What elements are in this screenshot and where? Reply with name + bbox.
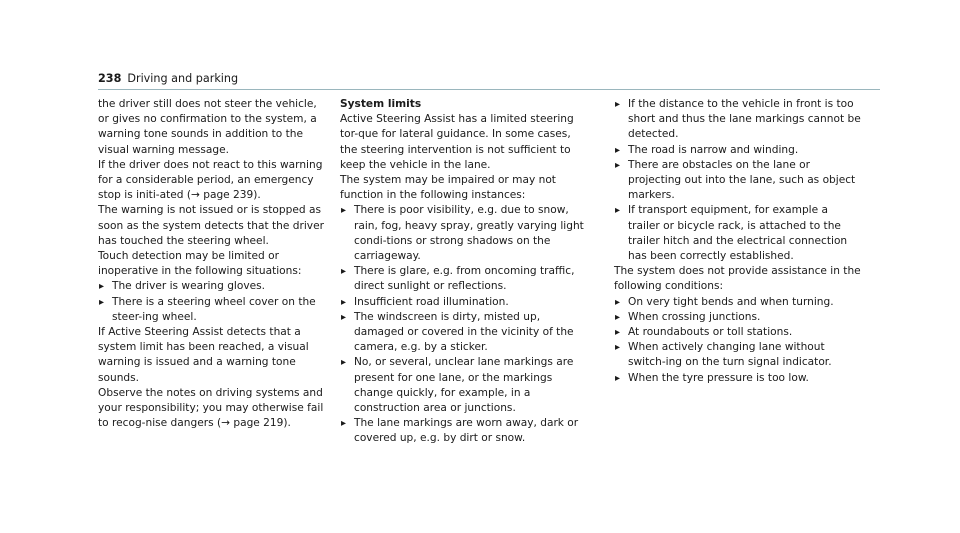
paragraph: Observe the notes on driving systems and your responsibility; you may otherwise fail to recog-nise dangers (→ page 219).	[98, 386, 324, 430]
paragraph: Touch detection may be limited or inoperative in the following situations:	[98, 250, 302, 278]
bullet-list	[98, 279, 330, 325]
column-1	[98, 97, 330, 431]
list-item: ▸ At roundabouts or toll stations.	[614, 325, 862, 340]
bullet-icon: ▸	[615, 372, 621, 384]
list-item: ▸ Insufficient road illumination.	[340, 295, 586, 310]
column-2	[340, 97, 586, 447]
list-item: ▸ If the distance to the vehicle in front is too short and thus the lane markings cannot be detected.	[615, 98, 861, 141]
bullet-icon: ▸	[341, 205, 347, 217]
list-item: ▸ When the tyre pressure is too low.	[614, 371, 862, 386]
section-title: Driving and parking	[127, 72, 239, 85]
list-item: ▸ No, or several, unclear lane markings are present for one lane, or the markings change quickly, for example, in a construction area or junctions.	[341, 356, 574, 415]
list-item: ▸ There is glare, e.g. from oncoming traffic, direct sunlight or reflections.	[341, 265, 575, 293]
list-item: ▸ There is a steering wheel cover on the steer-ing wheel.	[99, 295, 316, 323]
paragraph: Active Steering Assist has a limited steering tor-que for lateral guidance. In some cases, the steering intervention is not sufficient to keep the vehicle in the lane.	[340, 113, 574, 171]
bullet-icon: ▸	[99, 296, 105, 308]
bullet-icon: ▸	[615, 99, 621, 110]
bullet-icon: ▸	[615, 144, 621, 156]
bullet-list	[614, 295, 862, 386]
paragraph: If the driver does not react to this warning for a considerable period, an emergency stop is initi-ated (→ page 239).	[98, 158, 323, 202]
list-item: ▸ There are obstacles on the lane or projecting out into the lane, such as object markers.	[615, 158, 856, 202]
paragraph: The system does not provide assistance in the following conditions:	[614, 265, 861, 293]
bullet-icon: ▸	[341, 296, 347, 308]
page-header	[98, 72, 880, 90]
column-3	[614, 97, 862, 386]
bullet-icon: ▸	[615, 327, 621, 339]
bullet-icon: ▸	[341, 311, 347, 323]
list-item: ▸ The driver is wearing gloves.	[98, 279, 330, 294]
list-item: ▸ The road is narrow and winding.	[614, 143, 862, 158]
bullet-list	[340, 203, 586, 446]
list-item: ▸ When crossing junctions.	[614, 310, 862, 325]
bullet-icon: ▸	[615, 296, 621, 308]
list-item: ▸ The lane markings are worn away, dark or covered up, e.g. by dirt or snow.	[341, 417, 579, 445]
list-item: ▸ The windscreen is dirty, misted up, damaged or covered in the vicinity of the camera, e.g. by a sticker.	[341, 310, 574, 354]
list-item: ▸ When actively changing lane without switch-ing on the turn signal indicator.	[615, 341, 832, 369]
bullet-icon: ▸	[615, 159, 621, 171]
paragraph: The system may be impaired or may not function in the following instances:	[340, 174, 556, 202]
bullet-icon: ▸	[341, 266, 347, 278]
bullet-list	[614, 97, 862, 264]
bullet-icon: ▸	[615, 311, 621, 323]
paragraph: the driver still does not steer the vehicle, or gives no confirmation to the system, a warning tone sounds in addition to the visual warning message.	[98, 98, 317, 156]
bullet-icon: ▸	[341, 357, 347, 369]
list-item: ▸ On very tight bends and when turning.	[614, 295, 862, 310]
list-item: ▸ There is poor visibility, e.g. due to snow, rain, fog, heavy spray, greatly varying light condi-tions or strong shadows on the carriageway.	[341, 204, 584, 263]
paragraph: If Active Steering Assist detects that a system limit has been reached, a visual warning is issued and a warning tone sounds.	[98, 326, 309, 384]
bullet-icon: ▸	[615, 342, 621, 354]
page-number: 238	[98, 72, 122, 85]
bullet-icon: ▸	[615, 205, 621, 217]
bullet-icon: ▸	[341, 418, 347, 430]
section-heading: System limits	[340, 98, 422, 110]
bullet-icon: ▸	[99, 281, 105, 293]
list-item: ▸ If transport equipment, for example a trailer or bicycle rack, is attached to the trailer hitch and the electrical connection has been correctly established.	[615, 204, 848, 263]
paragraph: The warning is not issued or is stopped as soon as the system detects that the driver has touched the steering wheel.	[98, 204, 324, 247]
